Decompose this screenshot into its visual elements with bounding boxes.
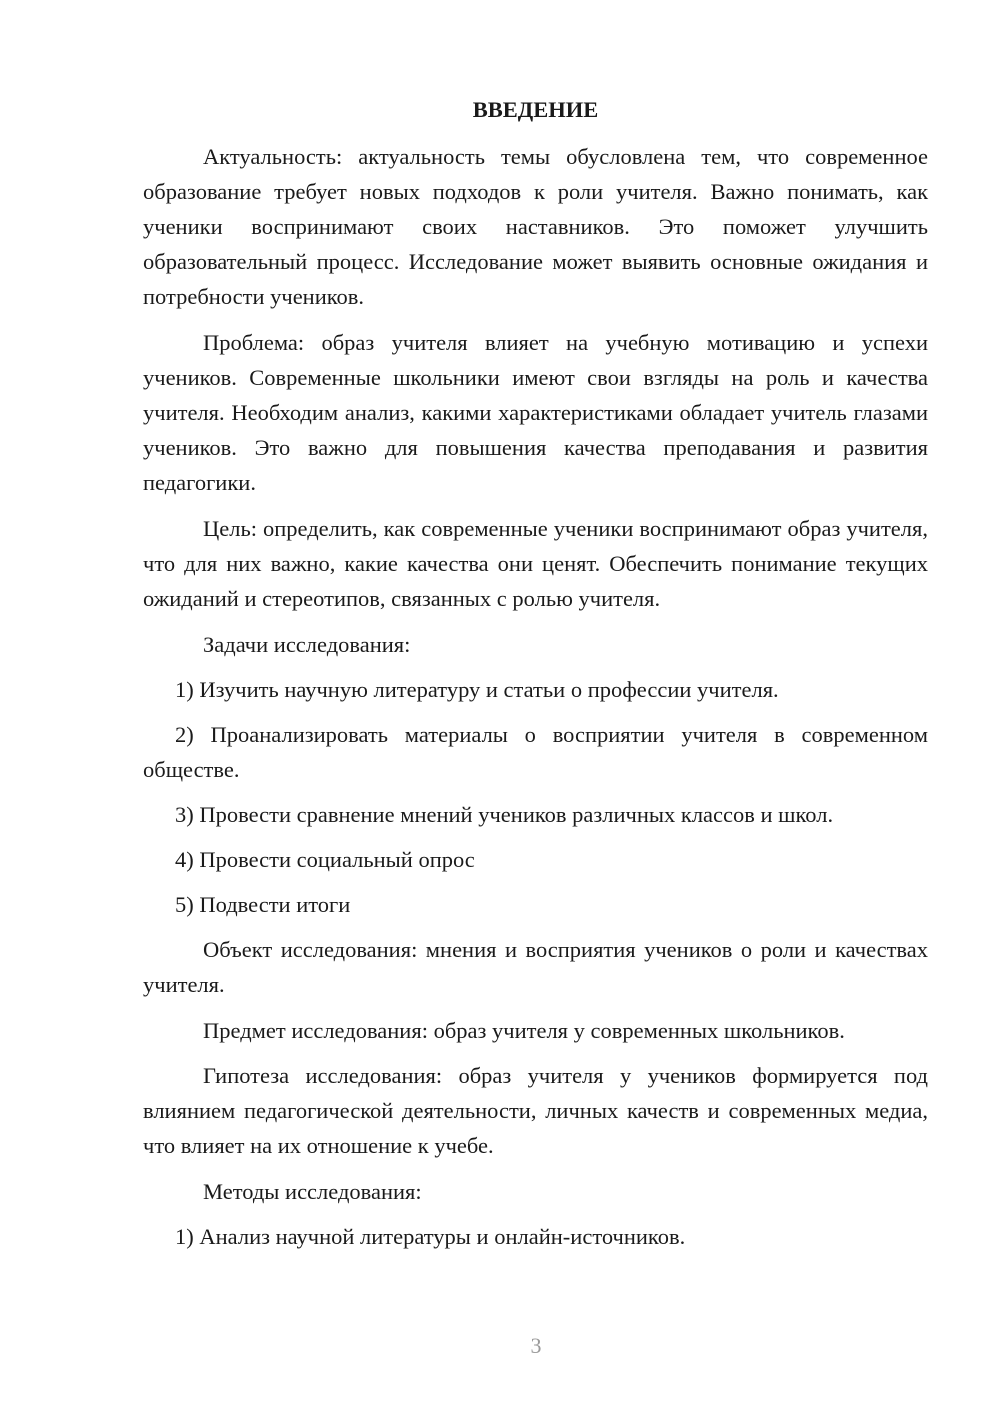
paragraph-relevance: Актуальность: актуальность темы обусловлена тем, что современное образование требует новых подходов к роли учителя. Важно понимать, как ученики воспринимают своих наставников. Это поможет улучшить образовательный процесс. Исследование может выявить основные ожидания и потребности учеников. [143, 144, 928, 309]
method-item: 1) Анализ научной литературы и онлайн-источников. [175, 1224, 686, 1249]
paragraph-problem: Проблема: образ учителя влияет на учебную мотивацию и успехи учеников. Современные школьники имеют свои взгляды на роль и качества учителя. Необходим анализ, какими характеристиками обладает учитель глазами учеников. Это важно для повышения качества преподавания и развития педагогики. [143, 330, 928, 495]
paragraph-hypothesis: Гипотеза исследования: образ учителя у учеников формируется под влиянием педагогической деятельности, личных качеств и современных медиа, что влияет на их отношение к учебе. [143, 1063, 928, 1158]
paragraph-subject: Предмет исследования: образ учителя у современных школьников. [203, 1018, 845, 1043]
task-item: 1) Изучить научную литературу и статьи о профессии учителя. [175, 677, 779, 702]
task-item: 3) Провести сравнение мнений учеников различных классов и школ. [175, 802, 834, 827]
page-content [143, 94, 928, 1264]
section-title: ВВЕДЕНИЕ [472, 97, 599, 122]
tasks-heading: Задачи исследования: [203, 632, 411, 657]
paragraph-object: Объект исследования: мнения и восприятия учеников о роли и качествах учителя. [143, 937, 928, 997]
methods-heading: Методы исследования: [203, 1179, 422, 1204]
page-number: 3 [530, 1333, 542, 1358]
paragraph-goal: Цель: определить, как современные ученики воспринимают образ учителя, что для них важно, какие качества они ценят. Обеспечить понимание текущих ожиданий и стереотипов, связанных с ролью учителя. [143, 516, 928, 611]
task-item: 2) Проанализировать материалы о восприятии учителя в современном обществе. [143, 722, 928, 782]
task-item: 4) Провести социальный опрос [175, 847, 475, 872]
task-item: 5) Подвести итоги [175, 892, 351, 917]
